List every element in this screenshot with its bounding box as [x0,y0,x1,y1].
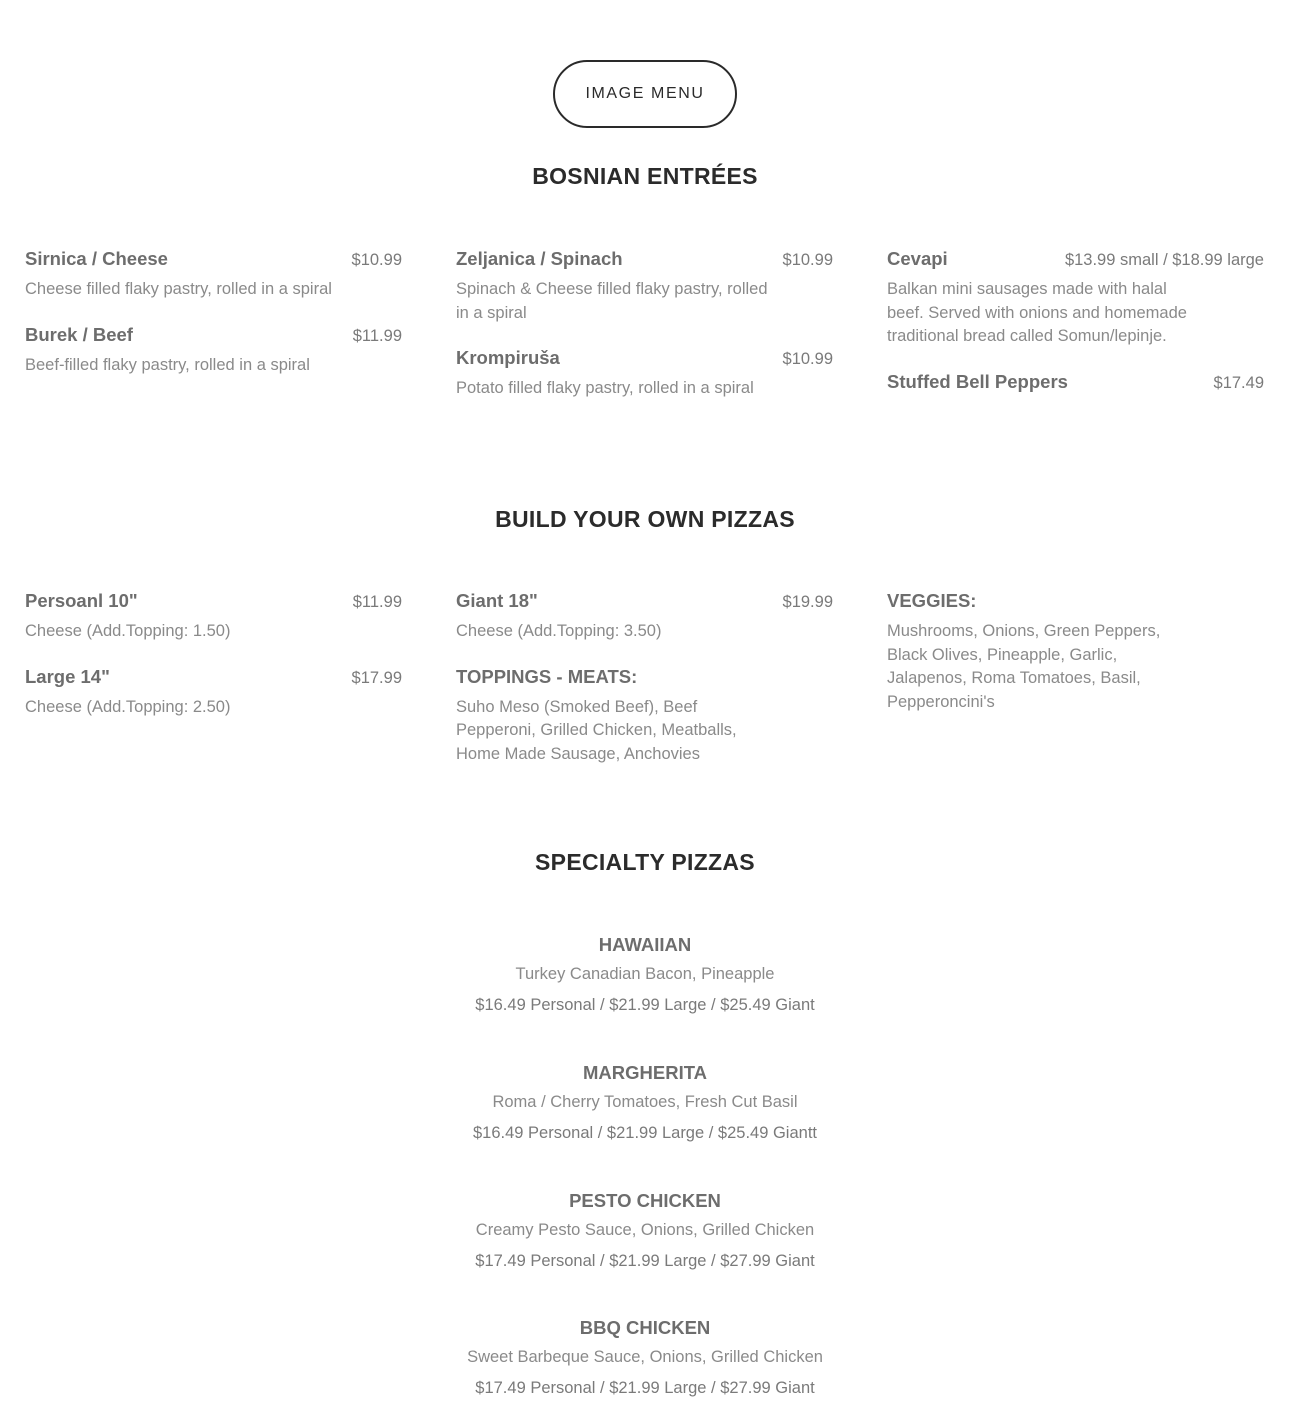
item-price: $10.99 [782,350,833,368]
item-description: Cheese (Add.Topping: 1.50) [25,622,231,640]
item-description: Suho Meso (Smoked Beef), Beef Pepperoni, Grilled Chicken, Meatballs, Home Made Sausage, Anchovies [456,697,737,763]
item-name: Large 14" [25,665,110,687]
item-name: Zeljanica / Spinach [456,248,623,269]
specialty-pizza-price: $17.49 Personal / $21.99 Large / $27.99 Giant [475,1252,815,1270]
menu-item [887,371,1264,399]
specialty-pizza-name: HAWAIIAN [598,934,692,955]
section-title-specialty-pizzas: SPECIALTY PIZZAS [535,849,755,875]
item-description: Beef-filled flaky pastry, rolled in a spiral [25,355,310,374]
build-column-1 [25,590,402,741]
image-menu-button[interactable]: IMAGE MENU [553,60,737,128]
section-title-build-your-own-pizzas: BUILD YOUR OWN PIZZAS [495,506,795,532]
item-description: Spinach & Cheese filled flaky pastry, rolled in a spiral [456,280,768,322]
bosnian-column-1 [25,248,402,399]
specialty-pizza-description: Creamy Pesto Sauce, Onions, Grilled Chicken [475,1221,815,1239]
item-name: Krompiruša [456,347,560,368]
menu-item [456,248,833,325]
specialty-pizza-price: $16.49 Personal / $21.99 Large / $25.49 Giantt [472,1124,817,1142]
specialty-pizza-description: Turkey Canadian Bacon, Pineapple [515,965,775,983]
bosnian-column-3 [887,248,1264,421]
item-name: Sirnica / Cheese [25,248,168,269]
specialty-pizza-item [0,1186,1290,1277]
specialty-pizza-item [0,930,1290,1021]
menu-item [456,347,833,401]
item-price: $17.49 [1213,373,1264,392]
item-description: Cheese (Add.Topping: 2.50) [25,697,231,716]
item-description: Cheese filled flaky pastry, rolled in a spiral [25,280,332,298]
item-name: Giant 18" [456,590,538,611]
specialty-pizza-name: BBQ CHICKEN [579,1317,711,1338]
item-price: $10.99 [351,251,402,269]
item-price: $13.99 small / $18.99 large [1064,251,1264,269]
specialty-pizza-name: MARGHERITA [582,1062,707,1083]
menu-item [25,590,402,644]
item-price: $19.99 [782,593,833,611]
specialty-pizza-description: Sweet Barbeque Sauce, Onions, Grilled Chicken [467,1348,823,1366]
item-price: $10.99 [782,251,833,269]
build-column-3 [887,590,1264,736]
menu-item [25,248,402,302]
item-price: $11.99 [352,326,402,345]
image-menu-wrapper [0,60,1290,128]
item-price: $11.99 [352,593,402,611]
item-name: Burek / Beef [25,323,133,345]
item-name: TOPPINGS - MEATS: [456,665,638,687]
specialty-pizza-item [0,1313,1290,1404]
menu-item [887,590,1264,714]
menu-item [456,666,833,767]
item-name: Persoanl 10" [25,590,138,611]
item-description: Balkan mini sausages made with halal beef. Served with onions and homemade traditional bread called Somun/lepinje. [887,280,1187,345]
item-name: VEGGIES: [887,590,977,611]
specialty-pizza-price: $16.49 Personal / $21.99 Large / $25.49 Giant [475,996,815,1014]
specialty-pizza-name: PESTO CHICKEN [569,1190,721,1211]
menu-item [25,666,402,720]
item-description: Potato filled flaky pastry, rolled in a spiral [456,379,754,397]
item-name: Cevapi [887,248,948,269]
menu-item [887,248,1264,349]
section-title-bosnian-entrees: BOSNIAN ENTRÉES [532,163,758,189]
item-name: Stuffed Bell Peppers [887,370,1068,392]
item-description: Cheese (Add.Topping: 3.50) [456,622,662,640]
menu-item [456,590,833,644]
bosnian-column-2 [456,248,833,423]
menu-item [25,324,402,378]
specialty-pizza-item [0,1058,1290,1149]
specialty-pizza-description: Roma / Cherry Tomatoes, Fresh Cut Basil [492,1093,798,1111]
specialty-pizza-price: $17.49 Personal / $21.99 Large / $27.99 Giant [475,1379,815,1397]
build-column-2 [456,590,833,788]
item-price: $17.99 [351,668,402,687]
item-description: Mushrooms, Onions, Green Peppers, Black Olives, Pineapple, Garlic, Jalapenos, Roma Tomatoes, Basil, Pepperoncini's [887,622,1161,711]
